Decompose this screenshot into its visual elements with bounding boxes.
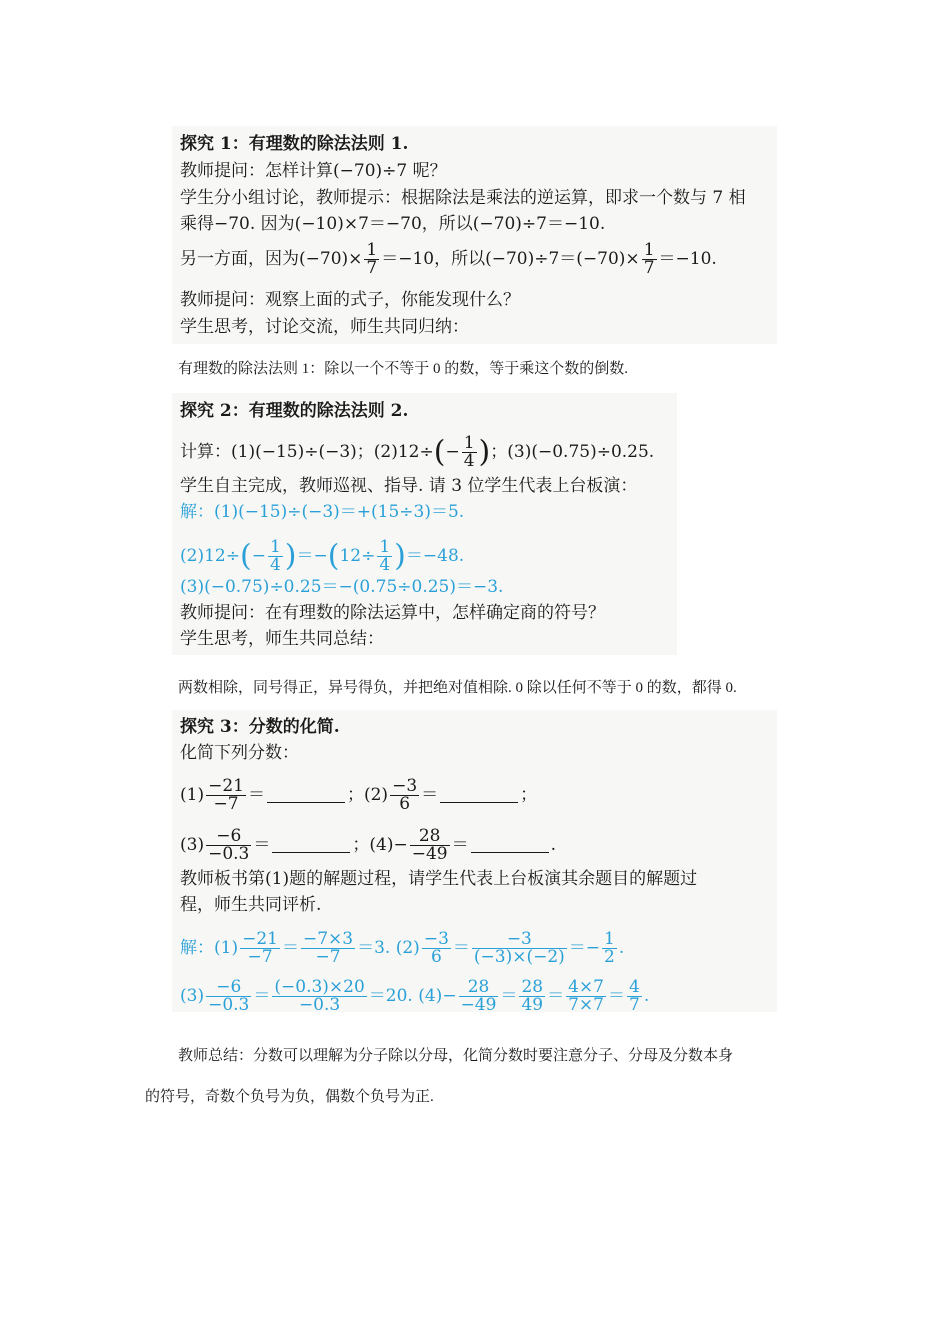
fraction	[301, 931, 355, 966]
text: ＝−10.	[658, 249, 717, 269]
text: ＝−	[568, 938, 601, 958]
text: (3)	[180, 986, 205, 1006]
solution-2: (2)12÷(− $\frac{1}{4}$ )＝−(12÷ $\frac{1}{4}$ )＝−48.	[180, 537, 465, 575]
student-work-line: 学生自主完成，教师巡视、指导. 请 3 位学生代表上台板演：	[180, 476, 638, 496]
numerator: −3	[472, 931, 567, 949]
text: (3)	[180, 835, 205, 855]
denominator: 6	[399, 794, 411, 814]
student-summary-2: 学生思考，师生共同总结：	[180, 629, 384, 649]
numerator: 1	[604, 929, 615, 949]
fraction	[272, 979, 366, 1014]
denominator: −49	[460, 995, 497, 1015]
paren: )	[478, 434, 491, 470]
text: .	[618, 938, 625, 958]
paren: (	[327, 538, 340, 574]
discussion-line-1: 学生分小组讨论，教师提示：根据除法是乘法的逆运算，即求一个数与 7 相	[180, 188, 746, 208]
exercise-row-1	[180, 778, 537, 813]
explore-2-block	[172, 393, 677, 655]
simplify-instruction: 化简下列分数：	[180, 743, 299, 763]
text: ＝	[281, 938, 299, 958]
denominator: 49	[521, 995, 544, 1015]
fraction	[206, 828, 251, 863]
numerator: 4×7	[568, 977, 604, 997]
explore-3-title: 探究 3：分数的化简.	[180, 717, 340, 737]
text: ；(3)(−0.75)÷0.25.	[490, 442, 655, 462]
text: ＝	[253, 986, 271, 1006]
denominator: −49	[411, 844, 448, 864]
exercise-row-2	[180, 828, 556, 863]
answer-blank	[267, 788, 345, 803]
solution-row-1	[180, 931, 624, 966]
fraction	[364, 242, 379, 277]
fraction	[390, 778, 419, 813]
denominator: 7×7	[568, 995, 604, 1015]
denominator: −0.3	[298, 995, 341, 1015]
other-side-line	[180, 242, 717, 277]
paren: )	[284, 538, 297, 574]
text: (1)	[180, 785, 205, 805]
text: ＝−10，所以(−70)÷7＝(−70)×	[381, 249, 640, 269]
answer-blank	[471, 838, 549, 853]
denominator: −7	[247, 947, 273, 967]
numerator: −6	[206, 828, 251, 846]
text: ＝3. (2)	[357, 938, 420, 958]
fraction	[459, 979, 499, 1014]
denominator: (−3)×(−2)	[473, 947, 565, 967]
numerator: −6	[206, 979, 251, 997]
calc-line: 计算：(1)(−15)÷(−3)；(2)12÷(− $\frac{1}{4}$ )；(3)(−0.75)÷0.25.	[180, 433, 655, 471]
fraction	[519, 979, 545, 1014]
teacher-question-3: 教师提问：在有理数的除法运算中，怎样确定商的符号？	[180, 603, 605, 623]
fraction	[206, 979, 251, 1014]
fraction	[642, 242, 657, 277]
text: ；(4)−	[352, 835, 408, 855]
fraction	[602, 931, 617, 966]
division-rule-2: 两数相除，同号得正，异号得负，并把绝对值相除. 0 除以任何不等于 0 的数，都得 0.	[178, 680, 737, 696]
fraction	[377, 539, 392, 574]
denominator: 2	[604, 947, 615, 967]
text: 另一方面，因为(−70)×	[180, 249, 363, 269]
solution-1: 解：(1)(−15)÷(−3)＝+(15÷3)＝5.	[180, 502, 465, 522]
denominator: −7	[315, 947, 341, 967]
text: 解：(1)	[180, 938, 239, 958]
text: ＝−	[296, 546, 328, 566]
discussion-line-2: 乘得−70. 因为(−10)×7＝−70，所以(−70)÷7＝−10.	[180, 214, 606, 234]
denominator: 4	[269, 555, 281, 575]
fraction	[566, 979, 606, 1014]
paren: )	[394, 538, 406, 574]
text: ＝−48.	[405, 546, 465, 566]
fraction	[240, 931, 280, 966]
division-rule-1: 有理数的除法法则 1：除以一个不等于 0 的数，等于乘这个数的倒数.	[178, 361, 629, 377]
numerator: 1	[643, 240, 655, 260]
explore-1-block	[172, 126, 777, 344]
teacher-summary-line-2: 的符号，奇数个负号为负，偶数个负号为正.	[145, 1089, 434, 1105]
teacher-summary-line-1: 教师总结：分数可以理解为分子除以分母，化简分数时要注意分子、分母及分数本身	[178, 1048, 734, 1064]
text: .	[550, 835, 556, 855]
numerator: −3	[423, 929, 449, 949]
numerator: (−0.3)×20	[274, 977, 365, 997]
denominator: 7	[366, 258, 378, 278]
text: ；(2)	[346, 785, 389, 805]
text: .	[643, 986, 650, 1006]
denominator: 7	[628, 995, 640, 1015]
board-instruction-1: 教师板书第(1)题的解题过程，请学生代表上台板演其余题目的解题过	[180, 869, 698, 889]
explore-3-block	[172, 710, 777, 1015]
board-instruction-2: 程，师生共同评析.	[180, 895, 322, 915]
fraction	[462, 435, 477, 470]
answer-blank	[440, 788, 518, 803]
fraction	[206, 778, 246, 813]
fraction	[410, 828, 450, 863]
numerator: 28	[521, 977, 544, 997]
denominator: 6	[430, 947, 442, 967]
numerator: −3	[392, 776, 418, 796]
answer-blank	[272, 838, 350, 853]
text: ＝	[247, 785, 265, 805]
student-summary-1: 学生思考，讨论交流，师生共同归纳：	[180, 317, 469, 337]
denominator: 4	[463, 451, 475, 471]
denominator: −0.3	[208, 844, 250, 864]
numerator: 28	[410, 828, 450, 846]
solution-row-2	[180, 979, 649, 1014]
denominator: −0.3	[208, 995, 250, 1015]
numerator: 1	[366, 240, 378, 260]
paren: (	[239, 538, 252, 574]
numerator: 1	[379, 537, 391, 557]
solution-3: (3)(−0.75)÷0.25＝−(0.75÷0.25)＝−3.	[180, 577, 504, 597]
fraction	[627, 979, 642, 1014]
teacher-question-2: 教师提问：观察上面的式子，你能发现什么？	[180, 290, 520, 310]
teacher-question-1: 教师提问：怎样计算(−70)÷7 呢？	[180, 161, 447, 181]
explore-1-title: 探究 1：有理数的除法法则 1.	[180, 134, 409, 154]
text: ；	[520, 785, 538, 805]
text: ＝	[421, 785, 439, 805]
fraction	[422, 931, 451, 966]
text: ＝20. (4)−	[368, 986, 457, 1006]
text: ＝	[452, 938, 470, 958]
fraction	[268, 539, 283, 574]
numerator: −21	[242, 929, 278, 949]
numerator: 1	[463, 433, 475, 453]
fraction	[472, 931, 567, 966]
numerator: 4	[628, 977, 640, 997]
text: ＝	[607, 986, 625, 1006]
text: ＝	[253, 835, 271, 855]
text: 12÷	[339, 546, 376, 566]
numerator: 28	[459, 979, 499, 997]
text: ＝	[451, 835, 469, 855]
text: ＝	[500, 986, 518, 1006]
numerator: −7×3	[302, 929, 354, 949]
denominator: 7	[643, 258, 655, 278]
text: (2)12÷	[180, 546, 240, 566]
paren: (	[433, 434, 446, 470]
numerator: −21	[208, 776, 244, 796]
numerator: 1	[269, 537, 281, 557]
text: 计算：(1)(−15)÷(−3)；(2)12÷	[180, 442, 434, 462]
denominator: 4	[379, 555, 391, 575]
explore-2-title: 探究 2：有理数的除法法则 2.	[180, 401, 409, 421]
text: ＝	[547, 986, 565, 1006]
denominator: −7	[213, 794, 239, 814]
